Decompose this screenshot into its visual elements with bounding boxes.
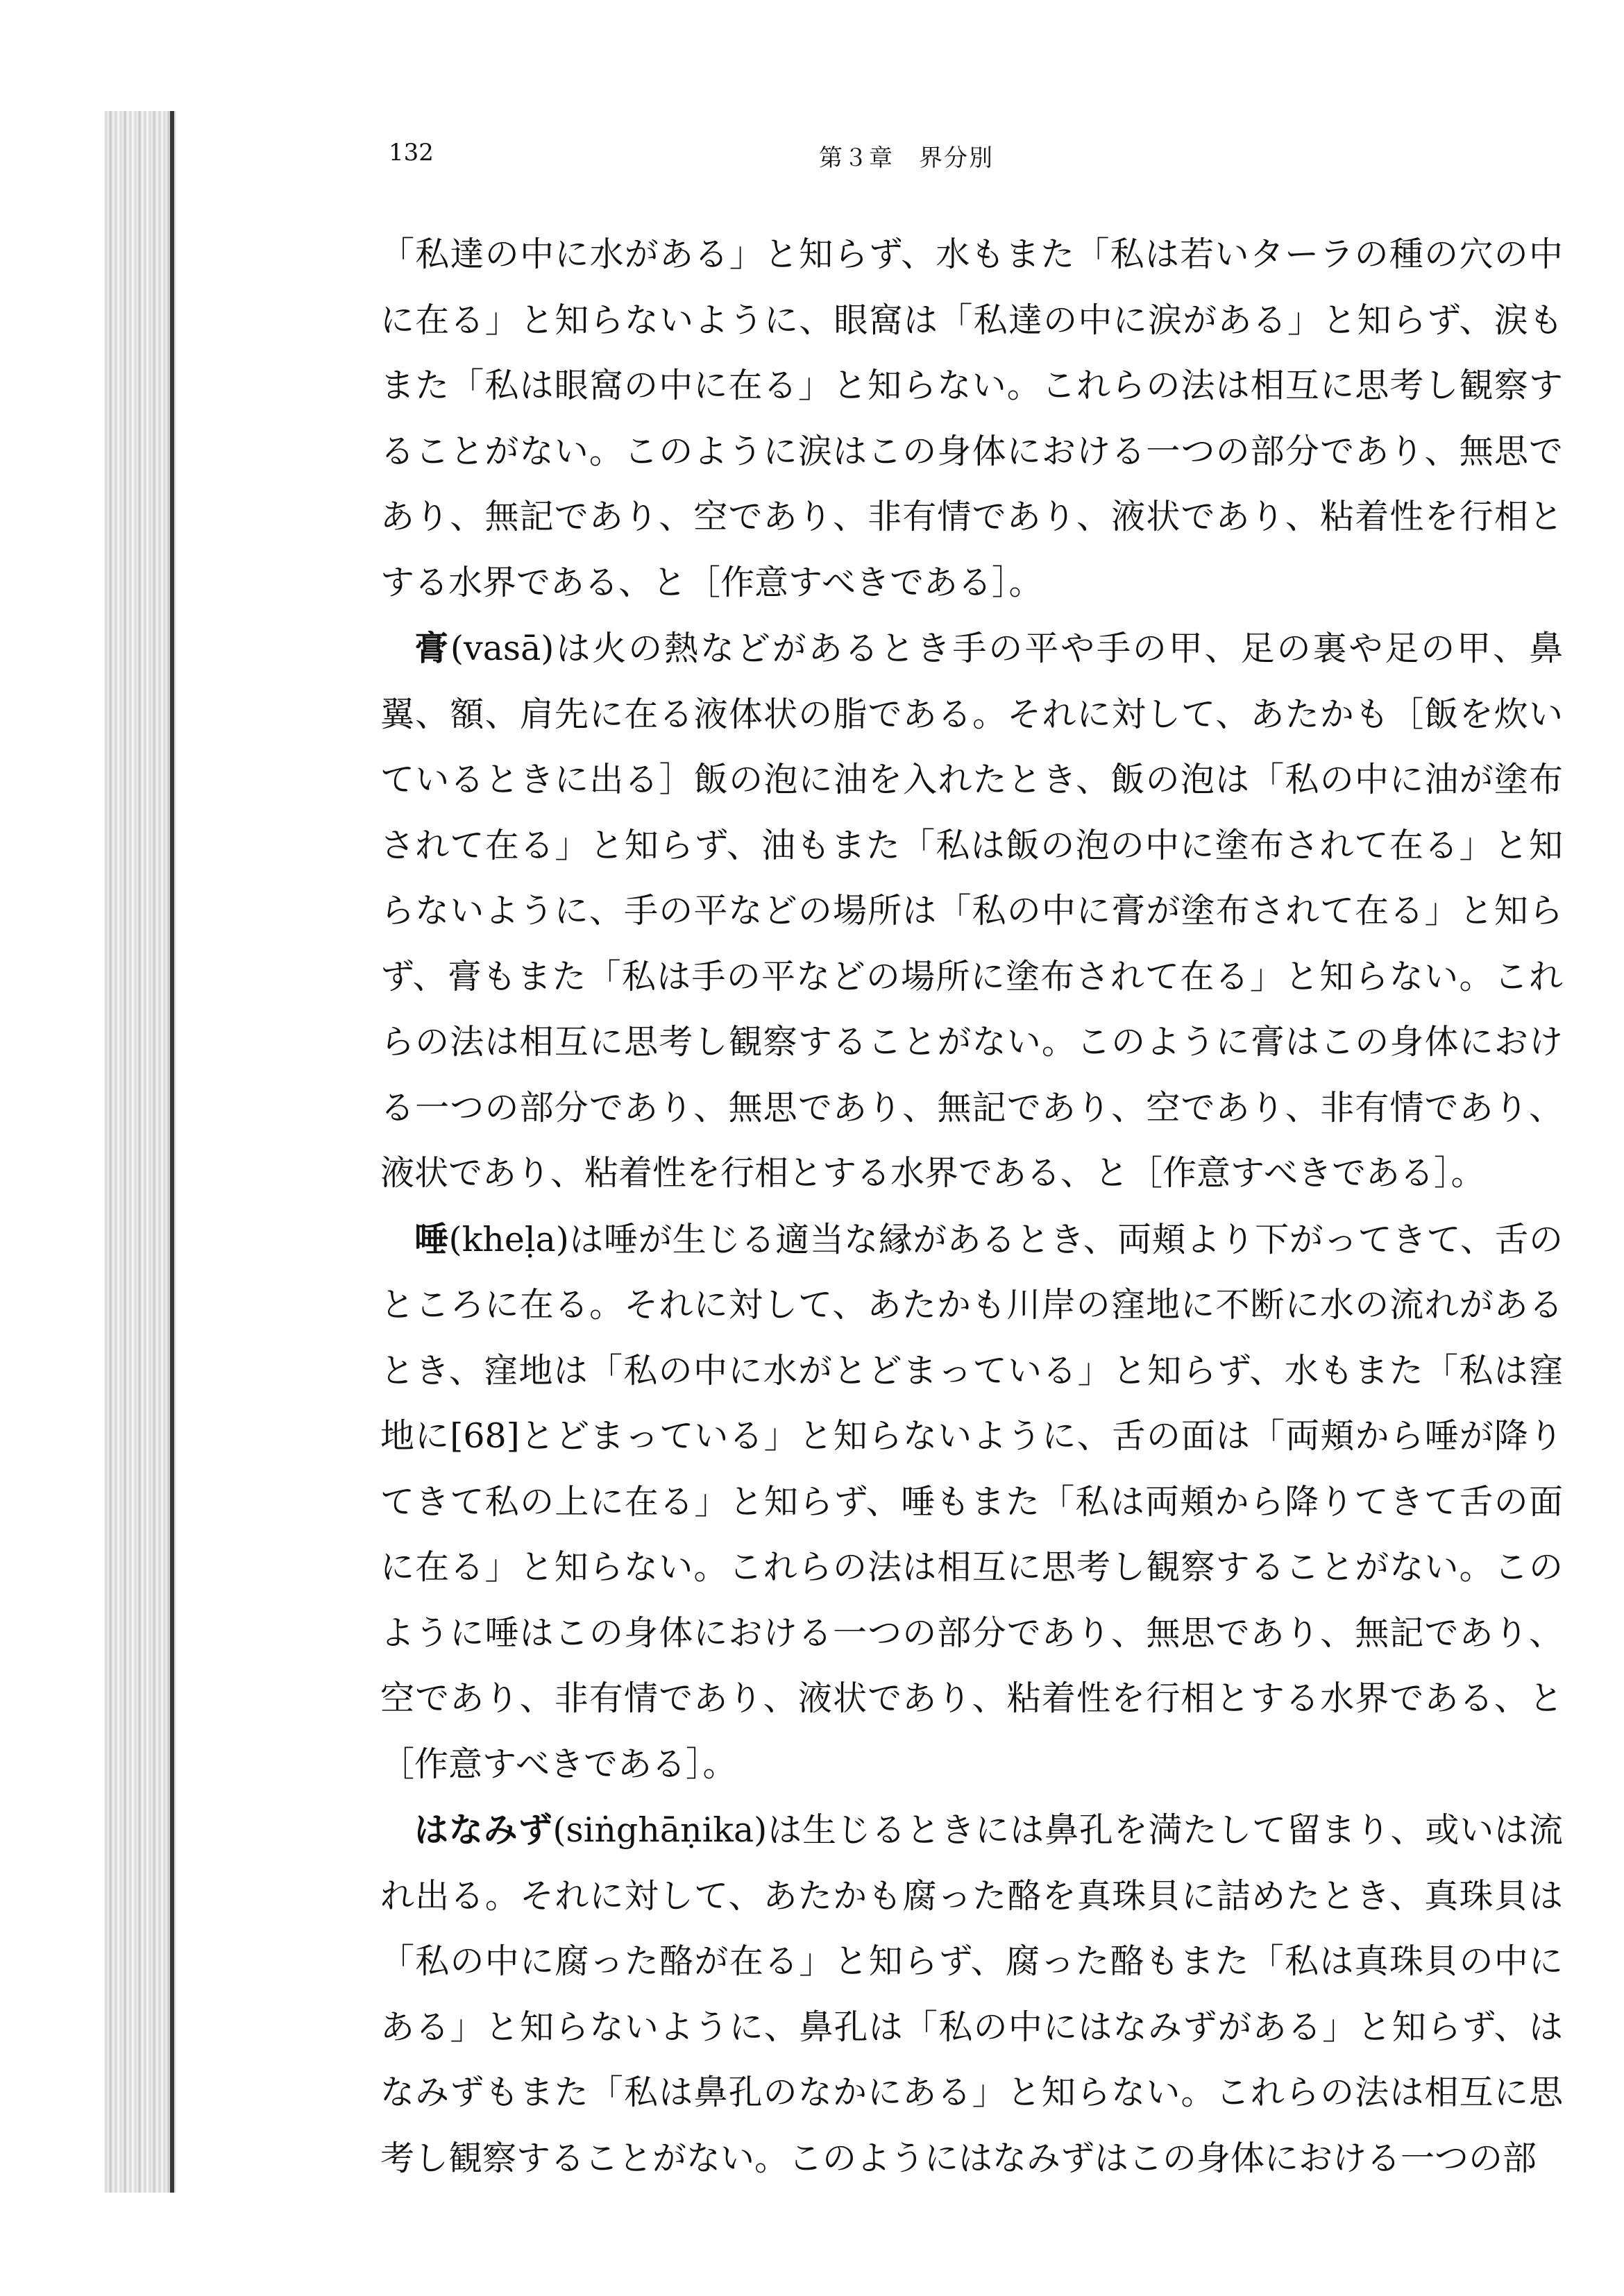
page-number: 132 [389, 139, 434, 167]
paragraph-text: (kheḷa)は唾が生じる適当な縁があるとき、両頬より下がってきて、舌のところに在る。それに対して、あたかも川岸の窪地に不断に水の流れがあるとき、窪地は「私の中に水がとどまっている」と知らず、水もまた「私は窪地に[68]とどまっている」と知らないように、舌の面は「両頬から唾が降りてきて私の上に在る」と知らず、唾もまた「私は両頬から降りてきて舌の面に在る」と知らない。これらの法は相互に思考し観察することがない。このように唾はこの身体における一つの部分であり、無思であり、無記であり、空であり、非有情であり、液状であり、粘着性を行相とする水界である、と［作意すべきである］。 [380, 1219, 1563, 1784]
body-text [380, 222, 1563, 2191]
term-saliva: 唾 [414, 1218, 449, 1259]
paragraph-text: 「私達の中に水がある」と知らず、水もまた「私は若いターラの種の穴の中に在る」と知らないように、眼窩は「私達の中に涙がある」と知らず、涙もまた「私は眼窩の中に在る」と知らない。これらの法は相互に思考し観察することがない。このように涙はこの身体における一つの部分であり、無思であり、無記であり、空であり、非有情であり、液状であり、粘着性を行相とする水界である、と［作意すべきである］。 [380, 235, 1563, 602]
page-header [389, 139, 1562, 180]
running-head: 第３章 界分別 [819, 144, 994, 172]
book-binding-edge [104, 111, 177, 2193]
paragraph-text: (vasā)は火の熱などがあるとき手の平や手の甲、足の裏や足の甲、鼻翼、額、肩先に在る液体状の脂である。それに対して、あたかも［飯を炊いているときに出る］飯の泡に油を入れたとき、飯の泡は「私の中に油が塗布されて在る」と知らず、油もまた「私は飯の泡の中に塗布されて在る」と知らないように、手の平などの場所は「私の中に膏が塗布されて在る」と知らず、膏もまた「私は手の平などの場所に塗布されて在る」と知らない。これらの法は相互に思考し観察することがない。このように膏はこの身体における一つの部分であり、無思であり、無記であり、空であり、非有情であり、液状であり、粘着性を行相とする水界である、と［作意すべきである］。 [380, 629, 1563, 1193]
paragraph-saliva [380, 1207, 1563, 1798]
paragraph-fat [380, 615, 1563, 1207]
paragraph-nasal-mucus [380, 1797, 1563, 2191]
term-nasal-mucus: はなみず [414, 1810, 553, 1850]
term-fat: 膏 [414, 628, 450, 668]
paragraph-tears-continued [380, 222, 1563, 615]
paragraph-text: (siṅghāṇika)は生じるときには鼻孔を満たして留まり、或いは流れ出る。それに対して、あたかも腐った酪を真珠貝に詰めたとき、真珠貝は「私の中に腐った酪が在る」と知らず、腐った酪もまた「私は真珠貝の中にある」と知らないように、鼻孔は「私の中にはなみずがある」と知らず、はなみずもまた「私は鼻孔のなかにある」と知らない。これらの法は相互に思考し観察することがない。このようにはなみずはこの身体における一つの部 [380, 1810, 1563, 2178]
